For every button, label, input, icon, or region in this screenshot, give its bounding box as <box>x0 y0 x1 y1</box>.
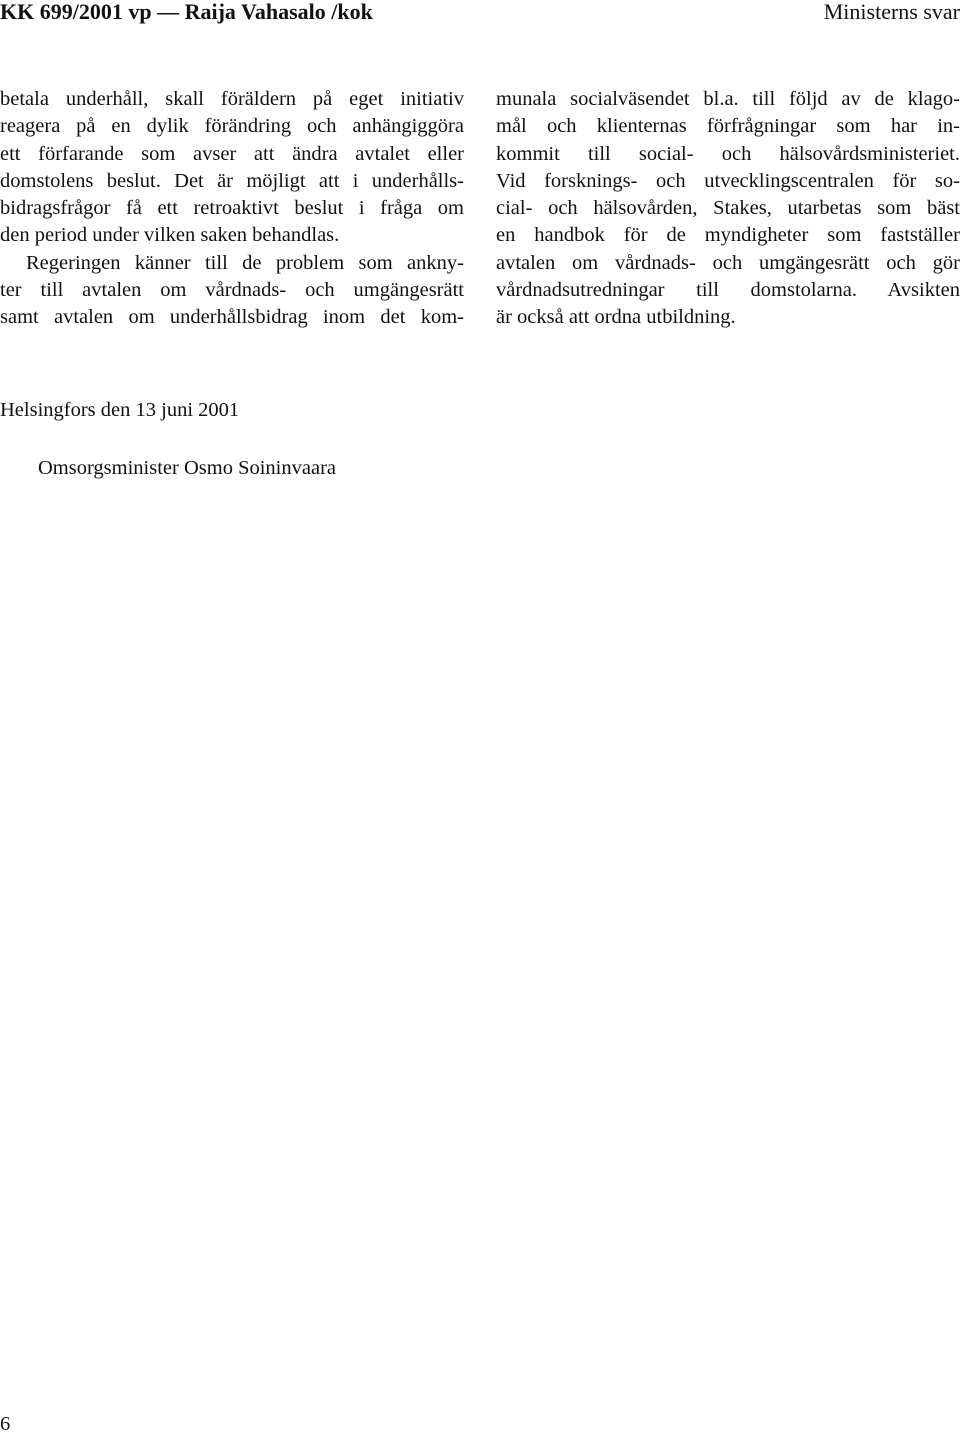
text-line: reagera på en dylik förändring och anhängiggöra <box>0 115 464 138</box>
left-text-column <box>0 86 464 332</box>
text-line: munala socialväsendet bl.a. till följd av de klago- <box>496 88 960 110</box>
text-line: cial- och hälsovården, Stakes, utarbetas som bäst <box>496 197 960 220</box>
left-paragraph-2 <box>0 250 464 332</box>
text-line: är också att ordna utbildning. <box>496 306 736 329</box>
text-line: mål och klienternas förfrågningar som har in- <box>496 115 960 138</box>
header-document-reference: KK 699/2001 vp — Raija Vahasalo /kok <box>0 0 373 24</box>
text-line: ett förfarande som avser att ändra avtalet eller <box>0 142 464 165</box>
text-line: vårdnadsutredningar till domstolarna. Avsikten <box>496 279 960 302</box>
text-line: avtalen om vårdnads- och umgängesrätt och gör <box>496 251 960 274</box>
text-line: kommit till social- och hälsovårdsministeriet. <box>496 142 960 165</box>
text-line: Vid forsknings- och utvecklingscentralen för so- <box>496 169 960 192</box>
text-line: samt avtalen om underhållsbidrag inom det kom- <box>0 306 464 329</box>
signature-line: Omsorgsminister Osmo Soininvaara <box>38 457 336 479</box>
right-paragraph-1 <box>496 86 960 332</box>
header-section-title: Ministerns svar <box>823 0 960 24</box>
left-paragraph-1 <box>0 86 464 250</box>
page-header <box>0 0 960 28</box>
text-line: Regeringen känner till de problem som ankny- <box>26 251 464 274</box>
text-line: ter till avtalen om vårdnads- och umgängesrätt <box>0 279 464 302</box>
text-line: den period under vilken saken behandlas. <box>0 224 340 247</box>
place-and-date: Helsingfors den 13 juni 2001 <box>0 399 240 421</box>
text-line: betala underhåll, skall föräldern på eget initiativ <box>0 88 464 110</box>
text-line: domstolens beslut. Det är möjligt att i underhålls- <box>0 169 464 192</box>
right-text-column <box>496 86 960 332</box>
text-line: bidragsfrågor få ett retroaktivt beslut i fråga om <box>0 197 464 220</box>
page-number: 6 <box>0 1413 11 1435</box>
text-line: en handbok för de myndigheter som fastställer <box>496 224 960 247</box>
